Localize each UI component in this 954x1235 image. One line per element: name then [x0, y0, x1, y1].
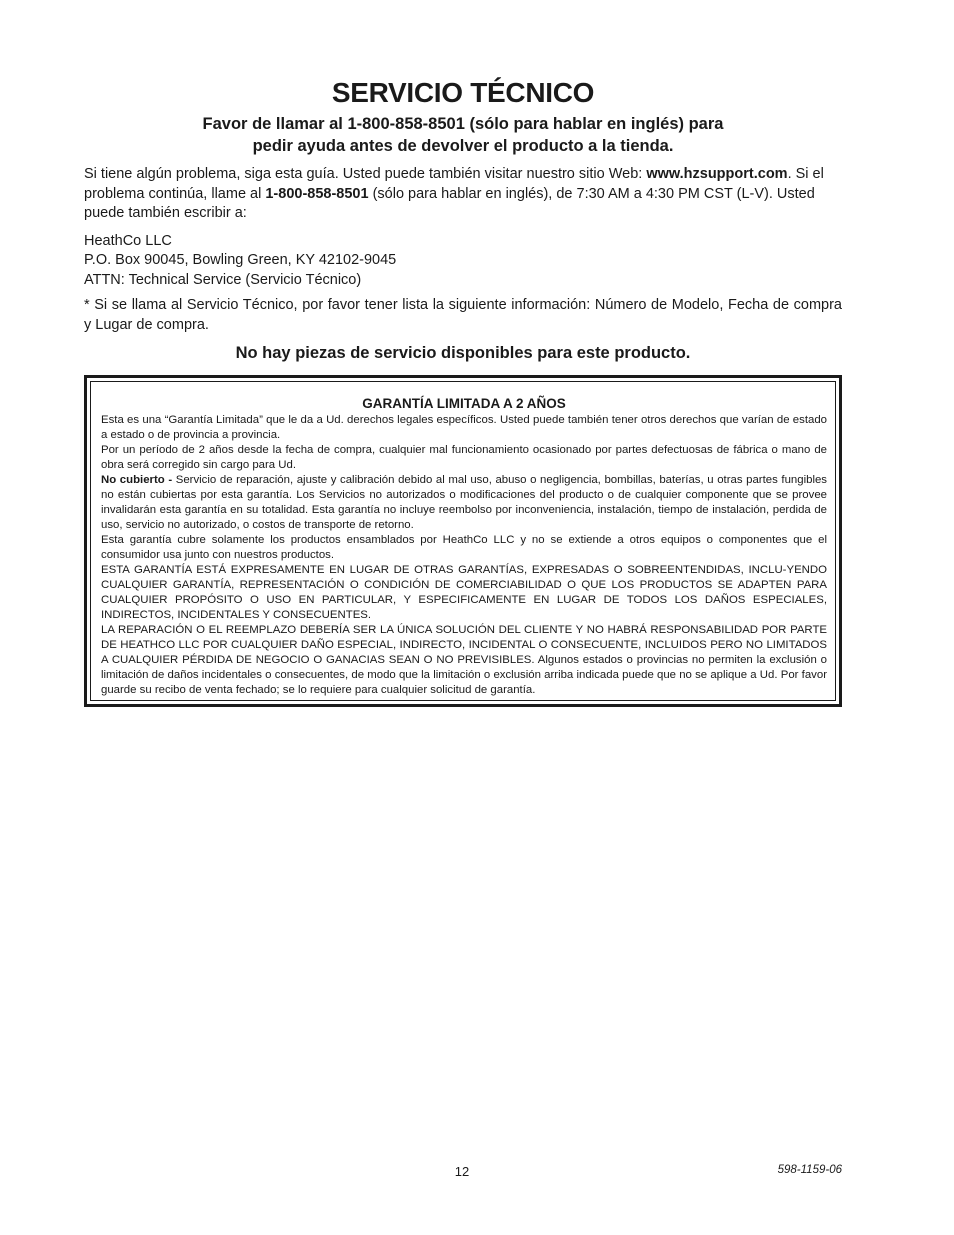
warranty-paragraph-5: ESTA GARANTÍA ESTÁ EXPRESAMENTE EN LUGAR DE OTRAS GARANTÍAS, EXPRESADAS O SOBREENTENDIDAS, INCLU-YENDO CUALQUIER GARANTÍA, REPRESENTACIÓN O CONDICIÓN DE COMERCIABILIDAD O QUE LOS PRODUCTOS SE ADAPTEN PARA CUALQUIER PROPÓSITO O USO EN PARTICULAR, Y ESPECIFICAMENTE EN LUGAR DE TODOS LOS DAÑOS ESPECIALES, INDIRECTOS, INCIDENTALES Y CONSECUENTES. [101, 564, 827, 621]
address-line-3: ATTN: Technical Service (Servicio Técnico) [84, 271, 362, 288]
warranty-paragraph-1: Esta es una “Garantía Limitada” que le da a Ud. derechos legales específicos. Usted puede también tener otros derechos que varían de estado a estado o de provincia a provincia. [101, 414, 827, 441]
no-parts-notice: No hay piezas de servicio disponibles para este producto. [235, 344, 691, 362]
document-code: 598-1159-06 [777, 1164, 842, 1176]
warranty-paragraph-6: LA REPARACIÓN O EL REEMPLAZO DEBERÍA SER LA ÚNICA SOLUCIÓN DEL CLIENTE Y NO HABRÁ RESPONSABILIDAD POR PARTE DE HEATHCO LLC POR CUALQUIER DAÑO ESPECIAL, INDIRECTO, INCIDENTAL O CONSECUENTE, INCLUIDOS PERO NO LIMITADOS A CUALQUIER PÉRDIDA DE NEGOCIO O GANACIAS SEAN O NO PREVISIBLES. Algunos estados o provincias no permiten la exclusión o limitación de daños incidentales o consecuentes, de modo que la limitación o exclusión arriba indicada puede que no se aplique a Ud. Por favor guarde su recibo de venta fechado; se lo requiere para cualquier solicitud de garantía. [101, 624, 827, 696]
warranty-title: GARANTÍA LIMITADA A 2 AÑOS [362, 396, 566, 411]
subtitle-line-2: pedir ayuda antes de devolver el producto a la tienda. [252, 137, 674, 155]
mailing-address [84, 232, 842, 291]
service-phone-heading [84, 113, 842, 157]
service-section [84, 76, 842, 364]
intro-text-1: Si tiene algún problema, siga esta guía. Usted puede también visitar nuestro sitio Web: [84, 166, 647, 182]
website-link[interactable]: www.hzsupport.com [646, 166, 788, 182]
address-line-2: P.O. Box 90045, Bowling Green, KY 42102-9045 [84, 252, 397, 268]
not-covered-text: Servicio de reparación, ajuste y calibración debido al mal uso, abuso o negligencia, bombillas, baterías, u otras partes fungibles no están cubiertas por esta garantía. Los Servicios no autorizados o modificaciones del producto o de cualquier componente que se provee invalidarán esta garantía en su totalidad. Esta garantía no incluye reembolso por inconveniencia, instalación, tiempo de instalación, perdida de uso, servicio no autorizado, o costos de transporte de retorno. [101, 474, 827, 531]
warranty-paragraph-4: Esta garantía cubre solamente los productos ensamblados por HeathCo LLC y no se extiende a otros equipos o componentes que el consumidor usa junto con nuestros productos. [101, 534, 827, 561]
phone-number: 1-800-858-8501 [265, 185, 369, 202]
warranty-box-inner [90, 381, 836, 701]
warranty-paragraph-3 [101, 473, 827, 533]
address-line-1: HeathCo LLC [84, 232, 172, 249]
page-title: SERVICIO TÉCNICO [331, 77, 595, 108]
subtitle-line-1: Favor de llamar al 1-800-858-8501 (sólo para hablar en inglés) para [202, 115, 724, 133]
intro-text-2: . Si el problema continúa, llame al [84, 166, 824, 202]
intro-text-3: (sólo para hablar en inglés), de 7:30 AM a 4:30 PM CST (L-V). Usted puede también escribir a: [84, 185, 815, 221]
warranty-box [84, 375, 842, 707]
warranty-paragraph-2: Por un período de 2 años desde la fecha de compra, cualquier mal funcionamiento ocasionado por partes defectuosas de fábrica o mano de obra será corregido sin cargo para Ud. [101, 444, 827, 471]
not-covered-label: No cubierto - [101, 474, 176, 486]
intro-paragraph [84, 165, 842, 224]
info-note: * Si se llama al Servicio Técnico, por favor tener lista la siguiente información: Número de Modelo, Fecha de compra y Lugar de compra. [84, 297, 842, 333]
page-number: 12 [454, 1164, 470, 1179]
